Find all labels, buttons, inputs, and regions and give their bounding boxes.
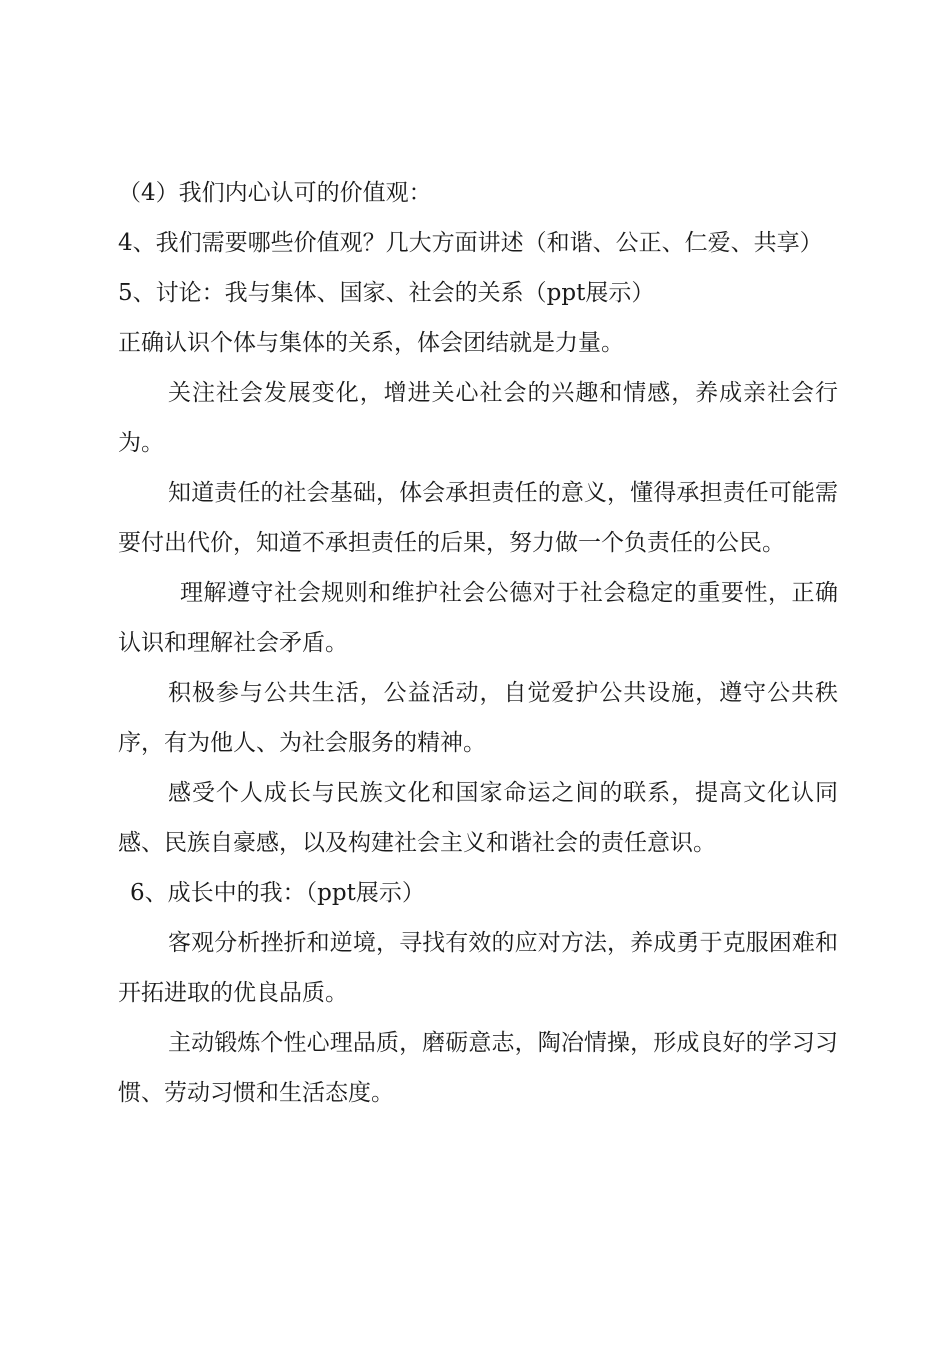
paragraph-national-culture: 感受个人成长与民族文化和国家命运之间的联系，提高文化认同感、民族自豪感，以及构建社会主义和谐社会的责任意识。 [118, 780, 838, 856]
paragraph-social-development: 关注社会发展变化，增进关心社会的兴趣和情感，养成亲社会行为。 [118, 380, 838, 456]
document-body [118, 168, 838, 1118]
paragraph-responsibility: 知道责任的社会基础，体会承担责任的意义，懂得承担责任可能需要付出代价，知道不承担责任的后果，努力做一个负责任的公民。 [118, 480, 838, 556]
paragraph-item-4-heading: （4）我们内心认可的价值观： [118, 180, 432, 206]
paragraph-personality: 主动锻炼个性心理品质，磨砺意志，陶冶情操，形成良好的学习习惯、劳动习惯和生活态度。 [118, 1030, 838, 1106]
paragraph-adversity: 客观分析挫折和逆境，寻找有效的应对方法，养成勇于克服困难和开拓进取的优良品质。 [118, 930, 838, 1006]
paragraph-growing-heading: 6、成长中的我：（ppt展示） [130, 880, 425, 906]
paragraph-discussion-heading: 5、讨论：我与集体、国家、社会的关系（ppt展示） [118, 280, 655, 306]
paragraph-social-rules: 理解遵守社会规则和维护社会公德对于社会稳定的重要性，正确认识和理解社会矛盾。 [118, 580, 838, 656]
paragraph-values-question: 4、我们需要哪些价值观？几大方面讲述（和谐、公正、仁爱、共享） [118, 230, 823, 256]
paragraph-public-life: 积极参与公共生活，公益活动，自觉爱护公共设施，遵守公共秩序，有为他人、为社会服务的精神。 [118, 680, 838, 756]
paragraph-individual-collective: 正确认识个体与集体的关系，体会团结就是力量。 [118, 330, 624, 356]
